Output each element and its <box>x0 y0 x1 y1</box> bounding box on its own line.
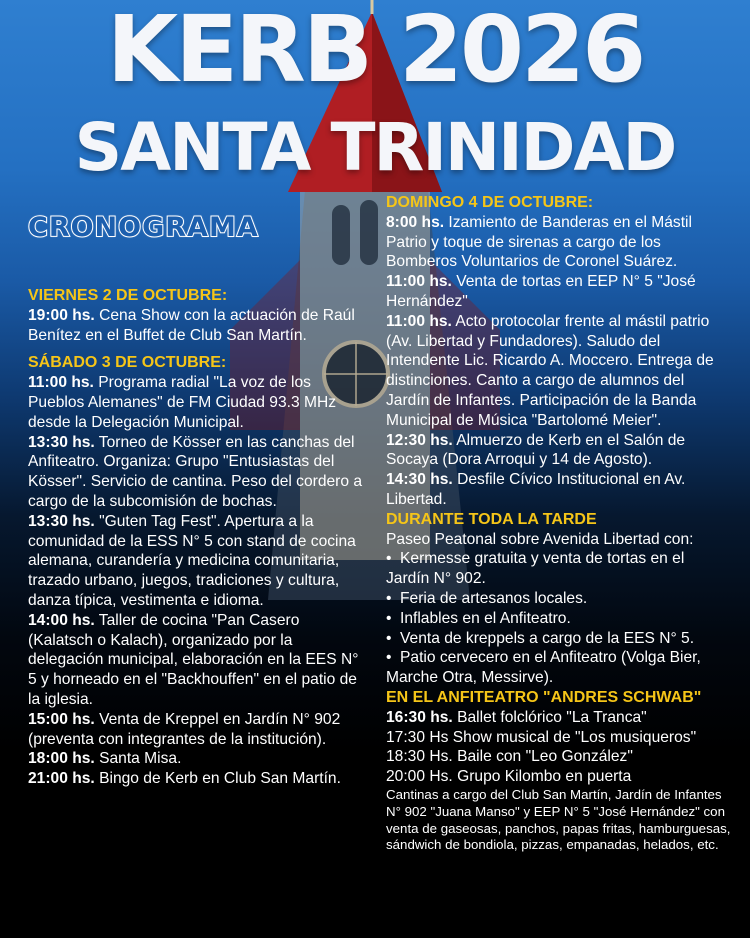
event-item: 19:00 hs. Cena Show con la actuación de Raúl Benítez en el Buffet de Club San Martín. <box>28 306 355 344</box>
heading-anfiteatro: EN EL ANFITEATRO "ANDRES SCHWAB" <box>386 688 702 706</box>
list-item: • Feria de artesanos locales. <box>386 589 588 607</box>
list-item: • Inflables en el Anfiteatro. <box>386 609 571 627</box>
bullet-icon: • <box>386 609 392 627</box>
heading-tarde: DURANTE TODA LA TARDE <box>386 510 597 528</box>
event-item: 13:30 hs. "Guten Tag Fest". Apertura a la comunidad de la ESS N° 5 con stand de cocina alemana, curandería y medicina comunitaria, trazado urbano, juegos, tradiciones y cultura, danza típica, vestimenta e idioma. <box>28 512 356 609</box>
event-item: 8:00 hs. Izamiento de Banderas en el Mástil Patrio y toque de sirenas a cargo de los Bomberos Voluntarios de Coronel Suárez. <box>386 213 692 271</box>
left-column <box>28 286 363 789</box>
bullet-icon: • <box>386 629 392 647</box>
list-item: • Venta de kreppels a cargo de la EES N° 5. <box>386 629 695 647</box>
event-item: 14:00 hs. Taller de cocina "Pan Casero (Kalatsch o Kalach), organizado por la delegación municipal, elaboración en la EES N° 5 y horneado en el "Backhouffen" en el patio de la iglesia. <box>28 611 359 708</box>
heading-domingo: DOMINGO 4 DE OCTUBRE: <box>386 194 594 211</box>
main-title: KERB 2026 <box>106 0 644 103</box>
heading-sabado: SÁBADO 3 DE OCTUBRE: <box>28 354 227 372</box>
event-item: 16:30 hs. Ballet folclórico "La Tranca" <box>386 708 647 726</box>
tarde-list <box>386 549 731 688</box>
list-item: • Kermesse gratuita y venta de tortas en el Jardín N° 902. <box>386 550 685 588</box>
bullet-icon: • <box>386 649 392 667</box>
list-item: • Patio cervecero en el Anfiteatro (Volga Bier, Marche Otra, Messirve). <box>386 649 701 687</box>
event-item: 21:00 hs. Bingo de Kerb en Club San Martín. <box>28 770 341 788</box>
event-item: 18:00 hs. Santa Misa. <box>28 750 182 768</box>
section-label-cronograma: CRONOGRAMA <box>28 212 259 243</box>
right-column <box>386 193 731 854</box>
event-item: 18:30 Hs. Baile con "Leo González" <box>386 748 633 766</box>
tarde-intro: Paseo Peatonal sobre Avenida Libertad con: <box>386 530 694 548</box>
cantinas-note: Cantinas a cargo del Club San Martín, Jardín de Infantes N° 902 "Juana Manso" y EEP N° 5 "José Hernández" con venta de gaseosas, panchos, papas fritas, hamburguesas, sándwich de bondiola, pizzas, empanadas, helados, etc. <box>386 786 731 853</box>
event-item: 15:00 hs. Venta de Kreppel en Jardín N° 902 (preventa con integrantes de la institución). <box>28 710 341 748</box>
event-item: 17:30 Hs Show musical de "Los musiqueros" <box>386 728 697 746</box>
event-item: 20:00 Hs. Grupo Kilombo en puerta <box>386 768 632 786</box>
heading-viernes: VIERNES 2 DE OCTUBRE: <box>28 287 228 304</box>
event-item: 11:00 hs. Acto protocolar frente al mástil patrio (Av. Libertad y Fundadores). Saludo del Intendente Lic. Ricardo A. Moccero. Entrega de distinciones. Canto a cargo de alumnos del Jardín de Infantes. Participación de la Banda Municipal de Música "Bartolomé Meier". <box>386 312 714 429</box>
event-item: 13:30 hs. Torneo de Kösser en las canchas del Anfiteatro. Organiza: Grupo "Entusiastas del Kösser". Servicio de cantina. Peso del cordero a cargo de la subcomisión de bochas. <box>28 433 363 510</box>
event-item: 14:30 hs. Desfile Cívico Institucional en Av. Libertad. <box>386 471 686 508</box>
event-item: 12:30 hs. Almuerzo de Kerb en el Salón de Socaya (Dora Arroqui y 14 de Agosto). <box>386 431 686 469</box>
bullet-icon: • <box>386 550 392 568</box>
event-item: 11:00 hs. Programa radial "La voz de los Pueblos Alemanes" de FM Ciudad 93.3 MHz desde la Delegación Municipal. <box>28 374 337 431</box>
bullet-icon: • <box>386 589 392 607</box>
subtitle: SANTA TRINIDAD <box>74 109 676 186</box>
event-item: 11:00 hs. Venta de tortas en EEP N° 5 "José Hernández" <box>386 273 696 310</box>
